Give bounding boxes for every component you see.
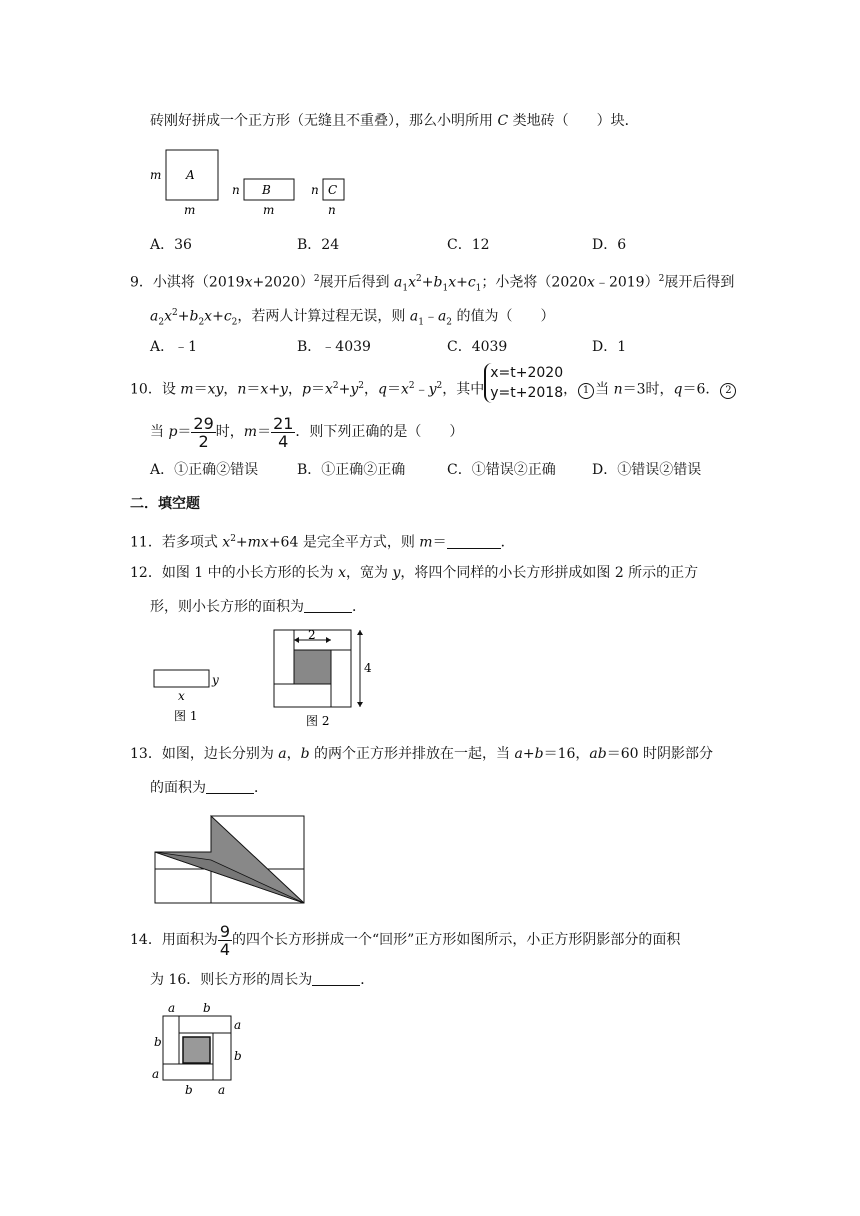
svg-text:n: n	[311, 183, 319, 197]
q10-line1: 10．设 m＝xy，n＝x+y，$p=x^2+y^2$，$q=x^2﹣y^2$，其中 x=t+2020 y=t+2018 ， 1 当 n＝3时，q＝6． 2	[130, 362, 737, 417]
q9-option-c[interactable]: C．4039	[447, 339, 508, 355]
svg-text:a: a	[218, 1083, 226, 1097]
svg-text:m: m	[184, 203, 196, 217]
fraction-29-2: $\frac{29}{2}$	[193, 413, 214, 451]
q10-option-b[interactable]: B．①正确②正确	[297, 462, 406, 478]
q10-line2: 当 p＝ $\frac{29}{2}$ 时，m＝ $\frac{21}{4}$ ．则下列正确的是（ ）	[150, 413, 464, 451]
circle-1-icon: 1	[578, 383, 594, 399]
q11-text: 11．若多项式 $x^2+mx+64$ 是完全平方式，则 m＝ ．	[130, 534, 515, 551]
label-C: C	[328, 183, 338, 197]
svg-text:m: m	[150, 168, 162, 182]
q9-option-d[interactable]: D．1	[592, 339, 627, 355]
q12-figure	[148, 626, 388, 730]
svg-text:x: x	[178, 689, 185, 703]
q14-answer-blank[interactable]	[312, 971, 360, 986]
q9-option-a[interactable]: A．﹣1	[150, 339, 198, 355]
figure-1-caption: 图 1	[174, 709, 198, 723]
q13-figure	[150, 812, 310, 908]
q13-line2: 的面积为 ．	[150, 780, 268, 796]
q8-option-a[interactable]: A．36	[150, 237, 192, 253]
figure-2-caption: 图 2	[306, 714, 330, 728]
circle-2-icon: 2	[720, 383, 736, 399]
label-B: B	[262, 183, 271, 197]
q9-option-b[interactable]: B．﹣4039	[297, 339, 371, 355]
q8-text: 砖刚好拼成一个正方形（无缝且不重叠），那么小明所用 C 类地砖（ ）块．	[150, 113, 639, 129]
q12-answer-blank[interactable]	[304, 598, 352, 613]
svg-text:b: b	[234, 1049, 242, 1063]
q11-answer-blank[interactable]	[447, 534, 501, 549]
svg-text:m: m	[263, 203, 275, 217]
svg-text:4: 4	[364, 661, 372, 675]
q10-option-a[interactable]: A．①正确②错误	[150, 462, 259, 478]
fraction-9-4: $\frac{9}{4}$	[219, 921, 231, 959]
section-title: 二．填空题	[130, 496, 200, 512]
label-A: A	[186, 168, 195, 182]
q10-option-c[interactable]: C．①错误②正确	[447, 462, 556, 478]
q12-line2: 形，则小长方形的面积为 ．	[150, 599, 366, 615]
q9-line2: $a_2x^2+b_2x+c_2$，若两人计算过程无误，则 $a_1﹣a_2$ 的值为（ ）	[150, 308, 555, 328]
svg-text:y: y	[212, 673, 219, 687]
svg-text:a: a	[168, 1001, 176, 1015]
equation-system: x=t+2020 y=t+2018	[484, 363, 563, 417]
q14-line2: 为 16．则长方形的周长为 ．	[150, 972, 375, 988]
svg-text:2: 2	[308, 628, 316, 642]
svg-text:a: a	[152, 1067, 160, 1081]
q14-figure	[148, 1000, 258, 1100]
q10-option-d[interactable]: D．①错误②错误	[592, 462, 702, 478]
q8-figure	[148, 148, 358, 220]
svg-text:n: n	[328, 203, 336, 217]
svg-text:a: a	[234, 1018, 242, 1032]
q9-line1: 9．小淇将$(2019x+2020)^2$展开后得到 $a_1x^2+b_1x+c_1$；小尧将（2020x﹣2019）$^2$展开后得到	[130, 274, 735, 294]
q13-line1: 13．如图，边长分别为 a，b 的两个正方形并排放在一起，当 a+b＝16，ab＝60 时阴影部分	[130, 746, 713, 762]
q8-option-b[interactable]: B．24	[297, 237, 340, 253]
svg-text:n: n	[232, 183, 240, 197]
svg-text:b: b	[185, 1083, 193, 1097]
svg-text:b: b	[154, 1035, 162, 1049]
q14-line1: 14．用面积为 $\frac{9}{4}$ 的四个长方形拼成一个“回形”正方形如图所示，小正方形阴影部分的面积	[130, 921, 681, 959]
fraction-21-4: $\frac{21}{4}$	[273, 413, 294, 451]
q8-option-d[interactable]: D．6	[592, 237, 627, 253]
q13-answer-blank[interactable]	[206, 779, 254, 794]
q8-option-c[interactable]: C．12	[447, 237, 490, 253]
q12-line1: 12．如图 1 中的小长方形的长为 x，宽为 y，将四个同样的小长方形拼成如图 2 所示的正方	[130, 565, 699, 581]
svg-text:b: b	[203, 1001, 211, 1015]
